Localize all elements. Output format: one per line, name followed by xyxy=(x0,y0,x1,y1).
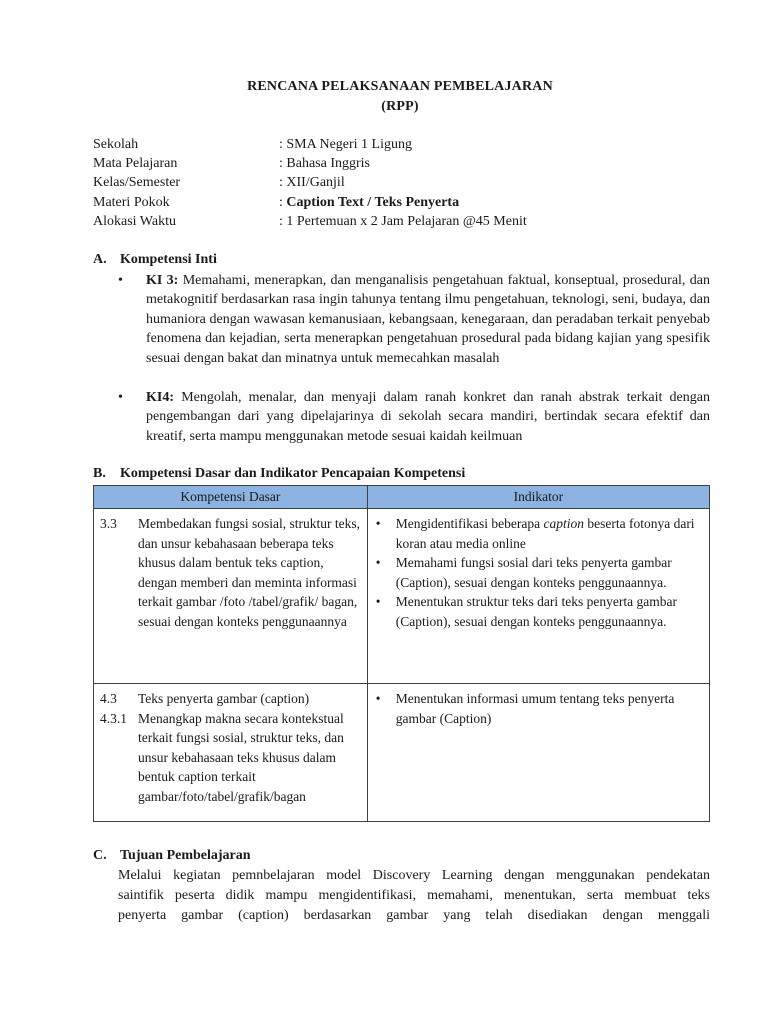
kd-text: Menangkap makna secara kontekstual terkait fungsi sosial, struktur teks, dan unsur kebahasaan teks khusus dalam bentuk caption terkait gambar/foto/tabel/grafik/bagan xyxy=(138,710,344,804)
kd-number: 4.3 xyxy=(100,691,117,706)
section-letter: B. xyxy=(93,466,106,481)
table-row xyxy=(94,684,710,822)
header-kompetensi-dasar: Kompetensi Dasar xyxy=(94,486,368,509)
ki4-body: Mengolah, menalar, dan menyaji dalam ranah konkret dan ranah abstrak terkait dengan pengembangan dari yang dipelajarinya di sekolah secara mandiri, bertindak secara efektif dan kreatif, serta mampu menggunakan metode sesuai kaidah keilmuan xyxy=(146,390,710,444)
table-header-row xyxy=(94,486,710,509)
indicator-cell xyxy=(367,684,709,822)
kd-item xyxy=(100,689,363,709)
identity-label: Sekolah xyxy=(93,137,139,152)
identity-value xyxy=(279,193,459,213)
kompetensi-table xyxy=(93,485,710,822)
section-title: Kompetensi Inti xyxy=(120,252,217,267)
section-title: Tujuan Pembelajaran xyxy=(120,848,251,863)
paragraph-line-text: Melalui kegiatan pemnbelajaran model Discovery Learning dengan menggunakan pendekatan xyxy=(118,868,710,883)
document-subtitle: (RPP) xyxy=(381,99,419,114)
ki4-item xyxy=(118,388,710,446)
ki3-item xyxy=(118,271,710,368)
identity-label: Mata Pelajaran xyxy=(93,156,178,171)
ki4-label: KI4: xyxy=(146,390,174,405)
identity-value-prefix: : xyxy=(279,195,287,210)
section-b-heading xyxy=(93,466,465,482)
kd-cell xyxy=(94,509,368,684)
identity-label: Materi Pokok xyxy=(93,195,170,210)
document-title: RENCANA PELAKSANAAN PEMBELAJARAN xyxy=(247,79,553,94)
materi-pokok-value: Caption Text / Teks Penyerta xyxy=(286,195,460,210)
kd-text: Teks penyerta gambar (caption) xyxy=(138,691,310,706)
indicator-cell xyxy=(367,509,709,684)
table-row xyxy=(94,509,710,684)
kd-text: Membedakan fungsi sosial, struktur teks, dan unsur kebahasaan beberapa teks khusus dalam bentuk teks caption, dengan memberi dan meminta informasi terkait gambar /foto /tabel/grafik/ bagan, sesuai dengan konteks penggunaannya xyxy=(138,516,360,629)
indicator-item xyxy=(374,514,705,553)
bullet-icon: • xyxy=(118,390,123,405)
ki3-text xyxy=(146,271,710,368)
identity-value: : 1 Pertemuan x 2 Jam Pelajaran @45 Menit xyxy=(279,214,527,229)
paragraph-line-text: saintifik peserta didik mampu mengidentifikasi, memahami, menentukan, serta membuat teks xyxy=(118,888,710,903)
identity-label: Kelas/Semester xyxy=(93,175,181,190)
indicator-text: beserta fotonya dari koran atau media online xyxy=(395,516,695,551)
ki4-text xyxy=(146,388,710,446)
kd-number: 4.3.1 xyxy=(100,710,127,726)
header-indikator: Indikator xyxy=(367,486,709,509)
paragraph-line-text: penyerta gambar (caption) berdasarkan gambar yang telah disediakan dengan menggali xyxy=(118,908,710,923)
identity-value: : Bahasa Inggris xyxy=(279,156,370,171)
kd-number: 3.3 xyxy=(100,516,117,531)
paragraph-line xyxy=(118,906,710,926)
section-c-heading xyxy=(93,848,251,864)
section-letter: C. xyxy=(93,848,107,863)
indicator-item: • Memahami fungsi sosial dari teks penyerta gambar (Caption), sesuai dengan konteks penggunaannya. xyxy=(374,553,705,592)
paragraph-line xyxy=(118,886,710,906)
identity-value: : SMA Negeri 1 Ligung xyxy=(279,137,412,152)
indicator-list xyxy=(374,689,705,728)
identity-value: : XII/Ganjil xyxy=(279,175,345,190)
kd-item xyxy=(100,709,363,807)
indicator-item: • Menentukan informasi umum tentang teks penyerta gambar (Caption) xyxy=(374,689,705,728)
bullet-icon: • xyxy=(118,273,123,288)
section-letter: A. xyxy=(93,252,107,267)
section-title: Kompetensi Dasar dan Indikator Pencapaian Kompetensi xyxy=(120,466,466,481)
indicator-list xyxy=(374,514,705,632)
kd-cell xyxy=(94,684,368,822)
indicator-text: Mengidentifikasi beberapa xyxy=(395,516,544,531)
indicator-item: • Menentukan struktur teks dari teks penyerta gambar (Caption), sesuai dengan konteks penggunaannya. xyxy=(374,592,705,631)
section-a-heading xyxy=(93,252,217,268)
ki3-label: KI 3: xyxy=(146,273,179,288)
ki3-body: Memahami, menerapkan, dan menganalisis pengetahuan faktual, konseptual, prosedural, dan metakognitif berdasarkan rasa ingin tahunya tentang ilmu pengetahuan, teknologi, seni, budaya, dan humaniora dengan wawasan kemanusiaan, kebangsaan, kenegaraan, dan peradaban terkait penyebab fenomena dan kejadian, serta menerapkan pengetahuan prosedural pada bidang kajian yang spesifik sesuai dengan bakat dan minatnya untuk memecahkan masalah xyxy=(146,273,710,366)
identity-label: Alokasi Waktu xyxy=(93,214,176,229)
indicator-emphasis: caption xyxy=(543,516,584,531)
tujuan-paragraph xyxy=(118,866,710,926)
kd-item xyxy=(100,514,363,632)
paragraph-line xyxy=(118,866,710,886)
